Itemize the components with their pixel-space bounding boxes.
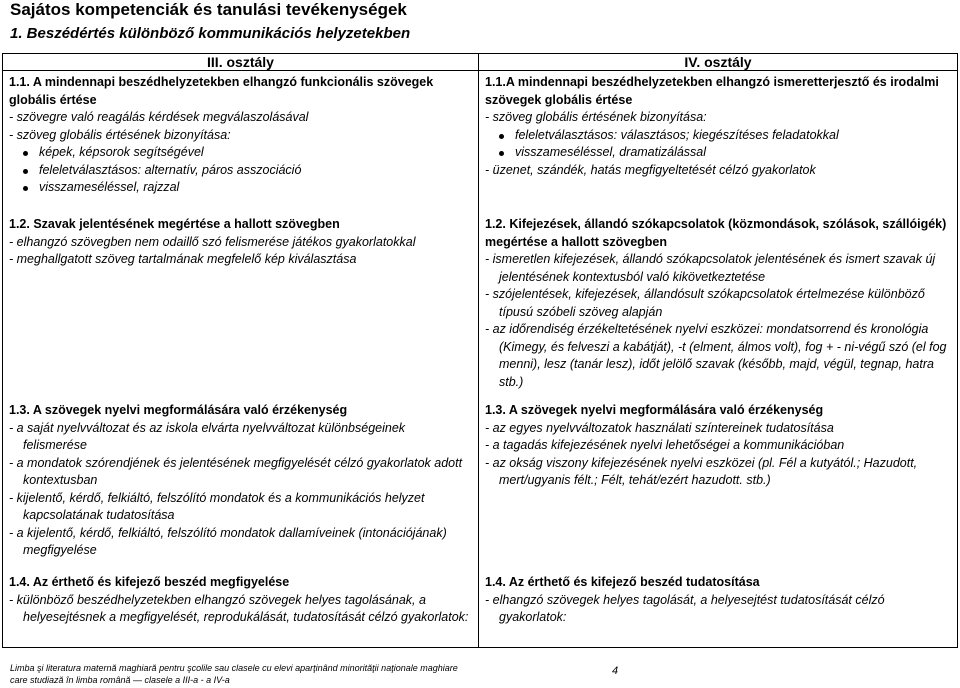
list-item: - szójelentések, kifejezések, állandósult szókapcsolatok értelmezése különböző típusú szóbeli szöveg alapján	[485, 287, 925, 319]
page-number: 4	[612, 665, 619, 677]
list-item: - a kijelentő, kérdő, felkiáltó, felszólító mondatok dallamíveinek (intonációjának) megfigyelése	[9, 525, 447, 557]
list-item: - elhangzó szövegben nem odaillő szó felismerése játékos gyakorlatokkal	[9, 234, 416, 249]
list-item: - az okság viszony kifejezésének nyelvi eszközei (pl. Fél a kutyától.; Hazudott, mert/ugyanis félt.; Félt, tehát/ezért hazudott. stb.)	[485, 455, 918, 487]
section-subtitle: 1. Beszédértés különböző kommunikációs helyzetekben	[10, 25, 411, 42]
list-item: - a saját nyelvváltozat és az iskola elvárta nyelvváltozat különbségeinek felismerése	[9, 420, 406, 452]
column-header-grade4: IV. osztály	[479, 54, 958, 71]
section-heading: 1.1. A mindennapi beszédhelyzetekben elhangzó funkcionális szövegek globális értése	[9, 75, 434, 107]
footer-line: Limba şi literatura maternă maghiară pentru şcolile sau clasele cu elevi aparţinând minorităţii naţionale maghiare	[10, 663, 458, 673]
bullet-item: visszameséléssel, rajzzal	[9, 179, 472, 197]
grade3-column	[3, 71, 479, 648]
grade4-section-1	[485, 74, 951, 216]
list-item: - elhangzó szövegek helyes tagolását, a helyesejtést tudatosítását célzó gyakorlatok:	[485, 592, 885, 624]
grade3-section-2	[9, 216, 472, 402]
section-heading: 1.3. A szövegek nyelvi megformálására való érzékenység	[9, 403, 348, 417]
list-item: - üzenet, szándék, hatás megfigyeltetését célzó gyakorlatok	[485, 162, 816, 177]
section-heading: 1.4. Az érthető és kifejező beszéd megfigyelése	[9, 575, 290, 589]
list-item: - szöveg globális értésének bizonyítása:	[9, 127, 231, 142]
list-item: - különböző beszédhelyzetekben elhangzó szövegek helyes tagolásának, a helyesejtésnek a megfigyelését, reprodukálását, tudatosítását célzó gyakorlatok:	[9, 592, 469, 624]
section-heading: 1.2. Szavak jelentésének megértése a hallott szövegben	[9, 217, 340, 231]
footer-line: care studiază în limba română — clasele a III-a - a IV-a	[10, 675, 230, 685]
list-item: - kijelentő, kérdő, felkiáltó, felszólító mondatok és a kommunikációs helyzet kapcsolatának tudatosítása	[9, 490, 425, 522]
grade3-section-1	[9, 74, 472, 216]
grade3-section-3	[9, 402, 472, 574]
list-item: - ismeretlen kifejezések, állandó szókapcsolatok jelentésének és ismert szavak új jelentésének kontextusból való kikövetkeztetése	[485, 252, 936, 284]
list-item: - a mondatok szórendjének és jelentésének megfigyelését célzó gyakorlatok adott kontextusban	[9, 455, 463, 487]
list-item: - a tagadás kifejezésének nyelvi lehetőségei a kommunikációban	[485, 438, 845, 452]
grade4-section-2	[485, 216, 951, 402]
grade3-section-4	[9, 574, 472, 647]
section-heading: 1.3. A szövegek nyelvi megformálására való érzékenység	[485, 403, 824, 417]
list-item: - meghallgatott szöveg tartalmának megfelelő kép kiválasztása	[9, 252, 357, 266]
section-heading: 1.1.A mindennapi beszédhelyzetekben elhangzó ismeretterjesztő és irodalmi szövegek globális értése	[485, 75, 939, 107]
page-footer	[10, 662, 458, 686]
competency-table	[2, 53, 958, 648]
bullet-item: visszameséléssel, dramatizálással	[485, 144, 951, 162]
page-title: Sajátos kompetenciák és tanulási tevékenységek	[10, 0, 407, 19]
list-item: - az egyes nyelvváltozatok használati színtereinek tudatosítása	[485, 420, 834, 435]
list-item: - az időrendiség érzékeltetésének nyelvi eszközei: mondatsorrend és kronológia (Kimegy, és felveszi a kabátját), -t (elment, álmos volt), fog + - ni-végű szó (el fog menni), lesz (tanár lesz), időt jelölő szavak (később, majd, végül, tegnap, hatra stb.)	[485, 322, 947, 389]
section-heading: 1.2. Kifejezések, állandó szókapcsolatok (közmondások, szólások, szállóigék) megértése a hallott szövegben	[485, 217, 947, 249]
bullet-item: feleletválasztásos: választásos; kiegészítéses feladatokkal	[485, 127, 951, 145]
list-item: - szöveg globális értésének bizonyítása:	[485, 110, 707, 124]
grade4-column	[479, 71, 958, 648]
grade4-section-4	[485, 574, 951, 647]
column-header-grade3: III. osztály	[3, 54, 479, 71]
list-item: - szövegre való reagálás kérdések megválaszolásával	[9, 110, 309, 124]
section-heading: 1.4. Az érthető és kifejező beszéd tudatosítása	[485, 575, 760, 589]
grade4-section-3	[485, 402, 951, 574]
bullet-item: feleletválasztásos: alternatív, páros asszociáció	[9, 162, 472, 180]
bullet-item: képek, képsorok segítségével	[9, 144, 472, 162]
